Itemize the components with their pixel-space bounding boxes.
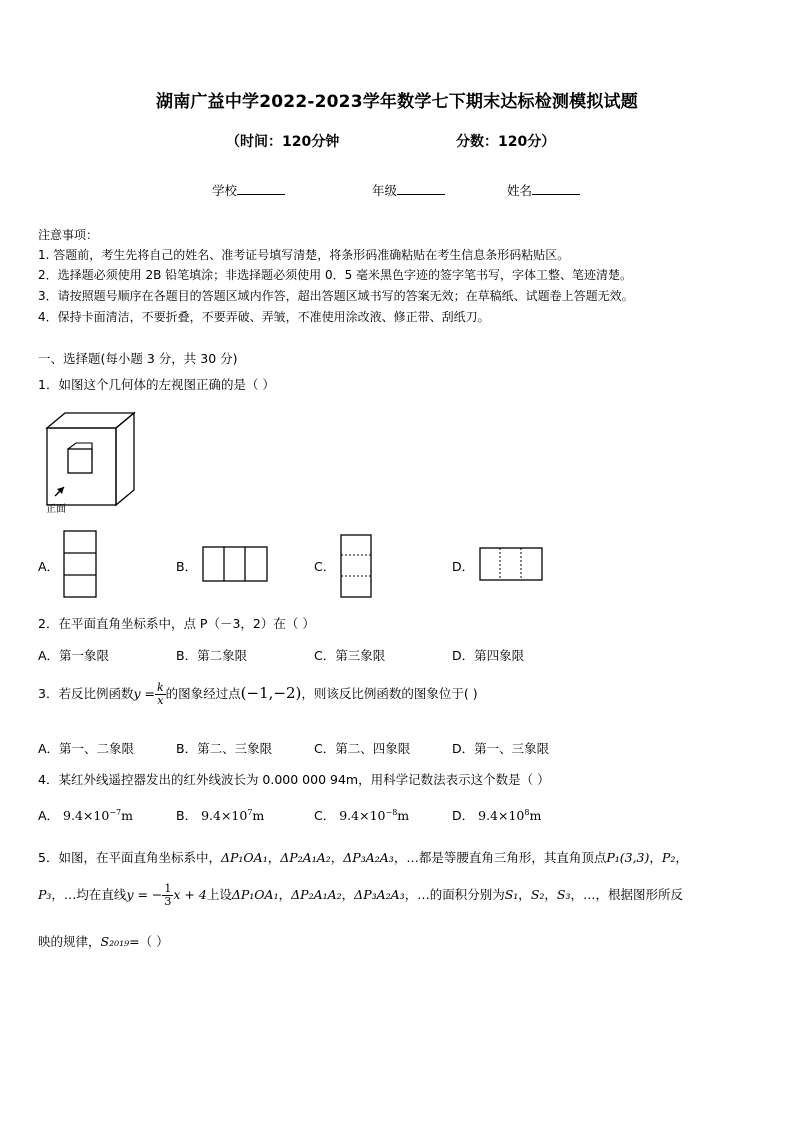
q4-option-b: [176, 806, 264, 824]
q2-option-c: C．第三象限: [314, 648, 386, 663]
q4-option-b-label: B．: [176, 808, 198, 823]
grade-blank: [397, 182, 445, 195]
q5-triangle-3: ΔP₃A₂A₃: [343, 850, 394, 865]
q1-option-c: C．: [314, 559, 336, 574]
q2-stem: 2．在平面直角坐标系中，点 P（－3，2）在（ ）: [38, 616, 315, 631]
q2-option-a: A．第一象限: [38, 648, 110, 663]
q5-l2c: 上设: [206, 887, 232, 902]
name-field: [507, 181, 580, 199]
q1-option-a: A．: [38, 559, 60, 574]
q5-triangle-2b: ΔP₂A₁A₂: [291, 887, 342, 902]
q5-frac-num: 1: [164, 882, 172, 895]
exam-time: （时间：120分钟: [226, 134, 340, 150]
q4-d-unit: m: [529, 808, 542, 823]
q5-l1b: ，…都是等腰直角三角形，其直角顶点: [393, 850, 607, 865]
q3-frac-den: x: [157, 694, 164, 707]
q1-option-d: D．: [452, 559, 475, 574]
q5-line-rest: x + 4: [173, 887, 207, 902]
q3-point: (−1,−2): [240, 684, 302, 702]
q3-stem-a: 3．若反比例函数: [38, 686, 134, 701]
q4-a-unit: m: [121, 808, 133, 823]
q5-sep-2: ，: [330, 850, 344, 865]
q5-line-2: [38, 883, 683, 908]
q4-d-mantissa: 9.4×10: [478, 808, 525, 823]
q4-option-d-value: [478, 808, 541, 823]
q4-a-mantissa: 9.4×10: [63, 808, 110, 823]
q1-option-a-figure: [63, 530, 97, 598]
section-heading: 一、选择题(每小题 3 分，共 30 分): [38, 351, 238, 366]
q5-triangle-1b: ΔP₁OA₁: [231, 887, 279, 902]
q4-b-mantissa: 9.4×10: [201, 808, 248, 823]
school-field: [212, 181, 285, 199]
notice-item-4: 4．保持卡面清洁，不要折叠，不要弄破、弄皱，不准使用涂改液、修正带、刮纸刀。: [38, 310, 490, 324]
q5-line-1: [38, 848, 688, 866]
name-label: 姓名: [507, 183, 533, 198]
q1-front-label: 正面: [46, 504, 66, 515]
q4-option-a-value: [63, 808, 133, 823]
q5-point-p1: P₁(3,3): [606, 850, 650, 865]
q5-l1a: 5．如图，在平面直角坐标系中，: [38, 850, 221, 865]
page-title: 湖南广益中学2022-2023学年数学七下期末达标检测模拟试题: [156, 92, 638, 112]
q4-c-unit: m: [397, 808, 410, 823]
q5-triangle-1: ΔP₁OA₁: [220, 850, 268, 865]
q5-l3a: 映的规律，: [38, 934, 101, 949]
q5-l3b: =（ ）: [129, 934, 169, 949]
q1-option-d-figure: [479, 547, 543, 581]
q4-option-c-value: [339, 808, 409, 823]
q3-stem-b: 的图象经过点: [165, 686, 241, 701]
notice-item-1: 1. 答题前，考生先将自己的姓名、准考证号填写清楚，将条形码准确粘贴在考生信息条形码粘贴区。: [38, 248, 570, 262]
notice-item-3: 3．请按照题号顺序在各题目的答题区域内作答，超出答题区域书写的答案无效；在草稿纸、试题卷上答题无效。: [38, 289, 634, 303]
name-blank: [532, 182, 580, 195]
grade-label: 年级: [372, 183, 398, 198]
q3-option-d: D．第一、三象限: [452, 741, 550, 756]
q5-point-p2: P₂: [661, 850, 676, 865]
q5-l2e: ，…，根据图形所反: [570, 887, 683, 902]
q4-option-c-label: C．: [314, 808, 336, 823]
school-blank: [237, 182, 285, 195]
q5-sep-3: ，: [649, 850, 662, 865]
q4-c-exponent: −8: [385, 807, 398, 817]
q1-option-b: B．: [176, 559, 198, 574]
q5-sep-4: ，: [675, 850, 688, 865]
exam-score: 分数：120分）: [456, 134, 556, 150]
q1-stem: 1．如图这个几何体的左视图正确的是（ ）: [38, 377, 275, 392]
q4-a-exponent: −7: [109, 807, 122, 817]
q4-option-a: [38, 806, 133, 824]
q5-fraction: [162, 883, 173, 908]
q1-option-b-figure: [202, 546, 268, 582]
q5-s3: S₃: [556, 887, 571, 902]
q5-frac-den: 3: [164, 895, 172, 908]
q2-option-b: B．第二象限: [176, 648, 248, 663]
q4-d-exponent: 8: [524, 807, 530, 817]
q4-stem: 4．某红外线遥控器发出的红外线波长为 0.000 000 94m，用科学记数法表示这个数是（ ）: [38, 772, 550, 787]
q2-option-d: D．第四象限: [452, 648, 525, 663]
q3-frac-num: k: [156, 681, 164, 694]
q5-s2019: S₂₀₁₉: [100, 934, 130, 949]
q5-sep-5: ，: [278, 887, 292, 902]
q4-option-b-value: [201, 808, 264, 823]
q5-sep-1: ，: [267, 850, 281, 865]
q3-fraction: [155, 682, 166, 707]
q5-sep-6: ，: [341, 887, 355, 902]
q5-triangle-3b: ΔP₃A₂A₃: [354, 887, 405, 902]
q3-y-eq: y =: [133, 686, 155, 701]
grade-field: [372, 181, 445, 199]
q5-sep-7: ，: [518, 887, 531, 902]
q5-s2: S₂: [530, 887, 545, 902]
q4-option-c: [314, 806, 409, 824]
q5-l2b: ，…均在直线: [51, 887, 127, 902]
q5-triangle-2: ΔP₂A₁A₂: [280, 850, 331, 865]
notice-item-2: 2．选择题必须使用 2B 铅笔填涂；非选择题必须使用 0．5 毫米黑色字迹的签字笔书写，字体工整、笔迹清楚。: [38, 268, 633, 282]
q4-option-d: [452, 806, 541, 824]
q4-option-a-label: A．: [38, 808, 60, 823]
q5-y-eq: y = −: [126, 887, 163, 902]
q4-b-unit: m: [252, 808, 265, 823]
q5-l2d: ，…的面积分别为: [404, 887, 505, 902]
notice-heading: 注意事项：: [38, 228, 99, 242]
q5-s1: S₁: [504, 887, 519, 902]
q1-solid-figure: [44, 410, 144, 514]
q3-stem: [38, 682, 478, 707]
q3-stem-c: ，则该反比例函数的图象位于( ): [301, 686, 478, 701]
q1-option-c-figure: [340, 534, 372, 598]
q4-c-mantissa: 9.4×10: [339, 808, 386, 823]
q3-option-c: C．第二、四象限: [314, 741, 411, 756]
q3-option-b: B．第二、三象限: [176, 741, 273, 756]
q4-b-exponent: 7: [247, 807, 253, 817]
q5-line-3: [38, 932, 169, 950]
school-label: 学校: [212, 183, 238, 198]
q5-sep-8: ，: [544, 887, 557, 902]
q4-option-d-label: D．: [452, 808, 475, 823]
q3-option-a: A．第一、二象限: [38, 741, 135, 756]
q5-point-p3: P₃: [38, 887, 52, 902]
